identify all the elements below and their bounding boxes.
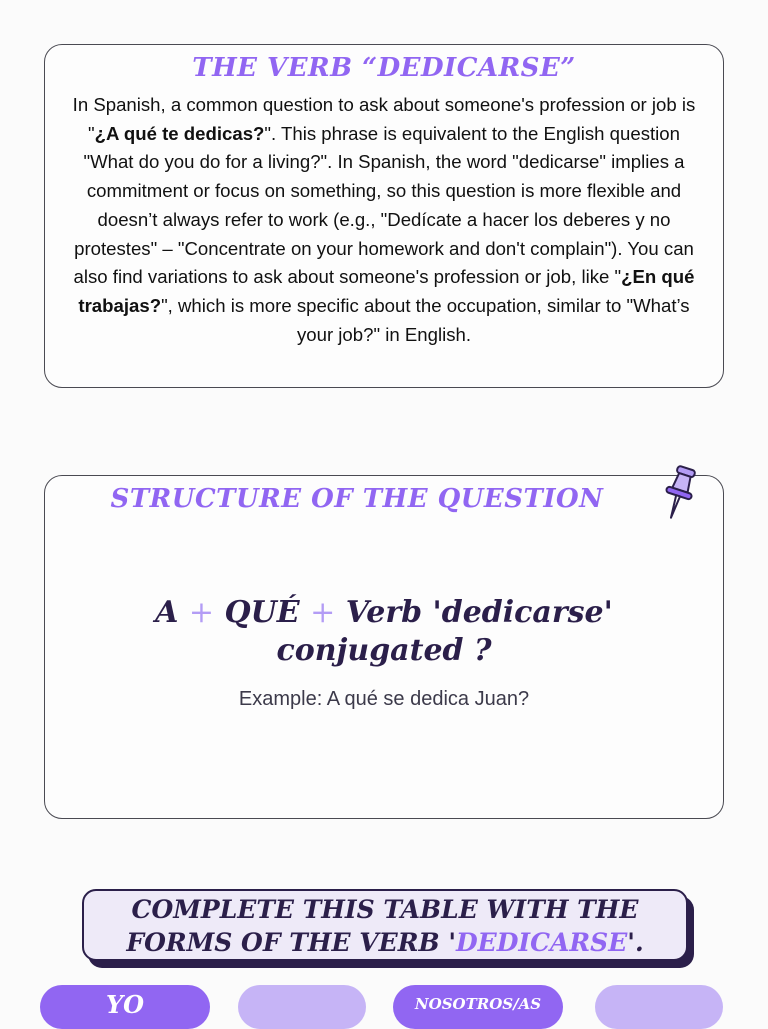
formula-verb: Verb 'dedicarse' <box>345 595 613 630</box>
table-header-nosotros: NOSOTROS/AS <box>393 985 563 1029</box>
verb-dedicarse-card <box>44 44 724 388</box>
question-structure-card <box>44 475 724 819</box>
bold-phrase: ¿En qué trabajas? <box>78 266 695 316</box>
body-text: ", which is more specific about the occupation, similar to "What’s your job?" in English. <box>161 294 690 345</box>
formula-plus-1: + <box>188 595 215 630</box>
table-header-blank-1 <box>238 985 366 1029</box>
body-text: In Spanish, a common question to ask about someone's profession or job is " <box>72 94 696 144</box>
banner-line-2-suffix: '. <box>627 928 644 957</box>
task-banner <box>82 889 688 961</box>
banner-highlight: DEDICARSE <box>456 928 628 957</box>
example-sentence: Example: A qué se dedica Juan? <box>238 688 530 710</box>
banner-line-2-prefix: FORMS OF THE VERB ' <box>126 928 456 957</box>
structure-section-title: STRUCTURE OF THE QUESTION <box>110 484 604 514</box>
table-header-yo: YO <box>40 985 210 1029</box>
verb-section-body <box>61 91 707 349</box>
question-formula <box>85 594 683 670</box>
formula-plus-2: + <box>310 595 336 630</box>
verb-section-title: THE VERB “DEDICARSE” <box>192 53 576 83</box>
pushpin-icon <box>661 464 697 522</box>
formula-conjugated: conjugated ? <box>276 633 492 668</box>
formula-que: QUÉ <box>224 595 300 630</box>
formula-a: A <box>155 595 179 630</box>
banner-line-1: COMPLETE THIS TABLE WITH THE <box>131 895 639 924</box>
table-header-blank-2 <box>595 985 723 1029</box>
body-text: ". This phrase is equivalent to the English question "What do you do for a living?". In Spanish, the word "dedicarse" implies a commitment or focus on something, so this question is more flexible and doesn’t always refer to work (e.g., "Dedícate a hacer los deberes y no protestes" – "Concentrate on your homework and don't complain"). You can also find variations to ask about someone's profession or job, like " <box>73 122 694 288</box>
bold-phrase: ¿A qué te dedicas? <box>94 122 265 144</box>
